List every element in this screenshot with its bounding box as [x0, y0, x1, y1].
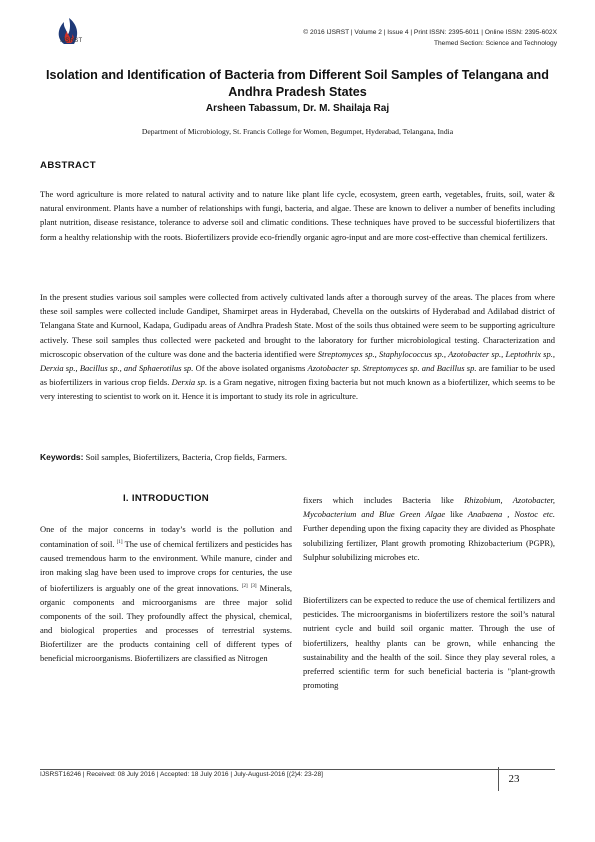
text-run: are familiar to be used as biofertilizers in various crop fields.	[40, 363, 555, 388]
intro-right-paragraph-1	[303, 493, 555, 564]
citation-ref: [1]	[116, 540, 123, 546]
abstract-paragraph-1: The word agriculture is more related to natural activity and to nature like plant life cycle, ecosystem, green earth, vegetables, fruits, soil, water & natural environment. Plants have a number of relationships with fungi, bacteria, and algae. These are known to deliver a number of benefits including plant nutrition, disease resistance, tolerance to adverse soil and climatic conditions. These techniques have proved to be successful biofertilizers that form a healthy relationship with the roots. Biofertilizers provide eco-friendly organic agro-input and are more cost-effective than chemical fertilizers.	[40, 189, 555, 242]
keywords-line	[40, 450, 555, 464]
paper-title: Isolation and Identification of Bacteria from Different Soil Samples of Telangana and Andhra Pradesh States	[46, 68, 549, 99]
text-run: fixers which includes Bacteria like	[303, 495, 465, 505]
organism-list: Streptomyces sp., Staphylococcus sp., Azotobacter sp., Leptothrix sp., Derxia sp., Bacillus sp., and Sphaerotilus sp.	[40, 348, 555, 374]
author-affiliation: Department of Microbiology, St. Francis College for Women, Begumpet, Hyderabad, Telangana, India	[141, 127, 454, 136]
text-run: One of the major concerns in today’s world is the pollution and contamination of soil.	[40, 524, 292, 550]
organism-list: Rhizobium, Azotobacter, Mycobacterium and Blue Green Algae	[303, 495, 556, 520]
section-heading-introduction: I. INTRODUCTION	[122, 493, 210, 504]
text-run: Of the above isolated organisms	[193, 363, 308, 374]
abstract-heading: ABSTRACT	[40, 160, 96, 171]
journal-info-line: © 2016 IJSRST | Volume 2 | Issue 4 | Print ISSN: 2395-6011 | Online ISSN: 2395-602X	[303, 29, 557, 36]
abstract-paragraph-2	[40, 290, 555, 404]
keywords-label: Keywords:	[40, 452, 84, 462]
text-run: like	[445, 509, 468, 520]
organism-list: Anabaena , Nostoc etc.	[467, 509, 555, 520]
text-run: In the present studies various soil samples were collected from actively cultivated lands after a thorough survey of the areas. The places from where these soil samples were collected include Gandipet, Shamirpet areas in Hyderabad, Chevella on the outskirts of Hyderabad and Adilabad district of Telangana State and Kurnool, Kadapa, Gudipadu areas of Andhra Pradesh State. Most of the soils thus obtained were seem to be supporting agriculture actively. These soil samples thus collected were packeted and brought to the laboratory for further microbiological testing. Characterization and microscopic observation of the culture was done and the bacteria identified were	[40, 292, 555, 359]
citation-ref: [3]	[250, 583, 257, 589]
text-run: is a Gram negative, nitrogen fixing bacteria but not much known as a biofertilizer, which seems to be very interesting to scientist to work on it. Hence it is important to study its role in agriculture.	[40, 377, 555, 402]
themed-section-line: Themed Section: Science and Technology	[433, 40, 557, 47]
organism-list: Azotobacter sp. Streptomyces sp. and Bacillus sp.	[307, 363, 477, 374]
intro-right-paragraph-2: Biofertilizers can be expected to reduce the use of chemical fertilizers and pesticides. The microorganisms in biofertilizers restore the soil’s natural nutrient cycle and build soil organic matter. Through the use of biofertilizers, healthy plants can be grown, while enhancing the sustainability and the health of the soil. Since they play several roles, a preferred scientific term for such beneficial bacteria is "plant-growth promoting	[303, 595, 555, 691]
organism-name: Derxia sp.	[171, 377, 208, 388]
paper-authors: Arsheen Tabassum, Dr. M. Shailaja Raj	[205, 103, 390, 114]
intro-left-column	[40, 522, 292, 666]
text-run: Minerals, organic components and microorganisms are three major solid components of the soil. They profoundly affect the physical, chemical, and biological properties and processes of terrestrial systems. Biofertilizer are the products containing cell of different types of beneficial microorganisms. Biofertilizers are classified as Nitrogen	[40, 582, 292, 664]
footer-divider	[40, 769, 555, 770]
logo-text: IJSRST	[60, 38, 83, 44]
text-run: The use of chemical fertilizers and pesticides has caused tremendous harm to the environment. While manure, cinder and iron making slag have been used to improve crops for centuries, the use of biofertilizers is arguably one of the great innovations.	[40, 539, 292, 593]
keywords-text: Soil samples, Biofertilizers, Bacteria, Crop fields, Farmers.	[83, 452, 287, 462]
text-run: Further depending upon the fixing capacity they are divided as Phosphate solubilizing fertilizer, Plant growth promoting Rhizobacterium (PGPR), Sulphur solubilizing microbes etc.	[303, 523, 555, 562]
footer-citation: IJSRST16246 | Received: 08 July 2016 | Accepted: 18 July 2016 | July-August-2016 [(2)4: 23-28]	[40, 771, 323, 778]
page-number: 23	[498, 767, 529, 791]
citation-ref: [2]	[241, 583, 248, 589]
